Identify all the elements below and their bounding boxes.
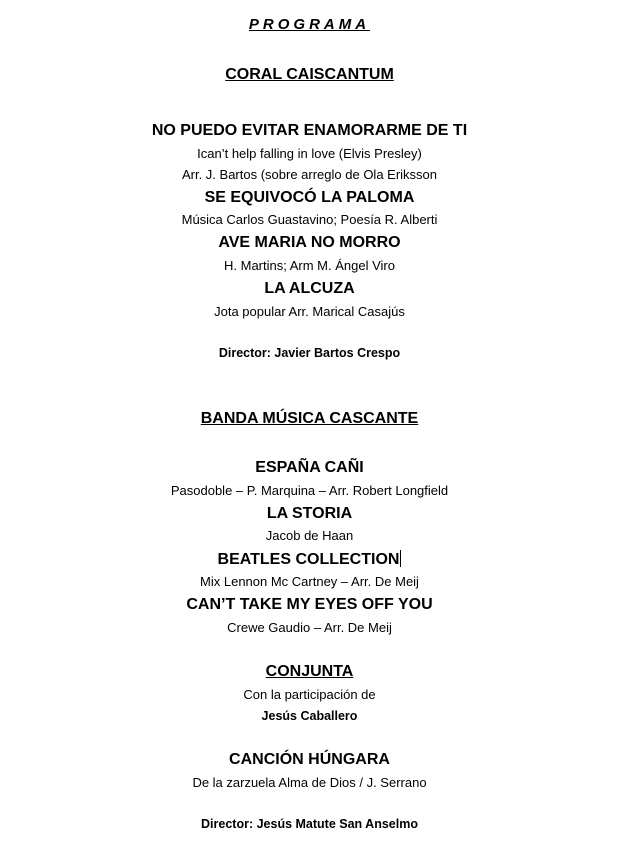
piece-title: ESPAÑA CAÑI (255, 459, 364, 476)
piece-title: NO PUEDO EVITAR ENAMORARME DE TI (151, 122, 468, 139)
piece-description: Mix Lennon Mc Cartney – Arr. De Meij (200, 574, 419, 589)
piece-title: CANCIÓN HÚNGARA (229, 751, 390, 768)
piece-description: Ican’t help falling in love (Elvis Presley) (197, 146, 422, 161)
piece-description: Jota popular Arr. Marical Casajús (214, 304, 405, 319)
coral-heading: CORAL CAISCANTUM (225, 66, 394, 83)
guest-name: Jesús Caballero (261, 709, 358, 723)
piece-title: BEATLES COLLECTION (217, 551, 400, 568)
piece-description: De la zarzuela Alma de Dios / J. Serrano (192, 775, 427, 790)
piece-description: Crewe Gaudio – Arr. De Meij (227, 620, 392, 635)
program-title: PROGRAMA (248, 16, 371, 33)
conjunta-heading: CONJUNTA (265, 663, 354, 680)
banda-heading: BANDA MÚSICA CASCANTE (200, 410, 419, 427)
text-cursor (400, 550, 401, 567)
piece-description: H. Martins; Arm M. Ángel Viro (224, 258, 395, 273)
piece-title: CAN’T TAKE MY EYES OFF YOU (186, 596, 433, 613)
piece-title: AVE MARIA NO MORRO (218, 234, 401, 251)
piece-description: Pasodoble – P. Marquina – Arr. Robert Longfield (170, 483, 449, 498)
piece-description: Música Carlos Guastavino; Poesía R. Alberti (181, 212, 438, 227)
banda-director: Director: Jesús Matute San Anselmo (201, 817, 418, 831)
participation-text: Con la participación de (243, 687, 376, 702)
piece-title: SE EQUIVOCÓ LA PALOMA (204, 189, 415, 206)
coral-director: Director: Javier Bartos Crespo (218, 346, 401, 360)
piece-title: LA STORIA (266, 505, 353, 522)
piece-title: LA ALCUZA (264, 280, 355, 297)
piece-title-with-cursor (0, 550, 619, 569)
piece-description: Arr. J. Bartos (sobre arreglo de Ola Eriksson (181, 167, 438, 182)
piece-description: Jacob de Haan (265, 528, 354, 543)
